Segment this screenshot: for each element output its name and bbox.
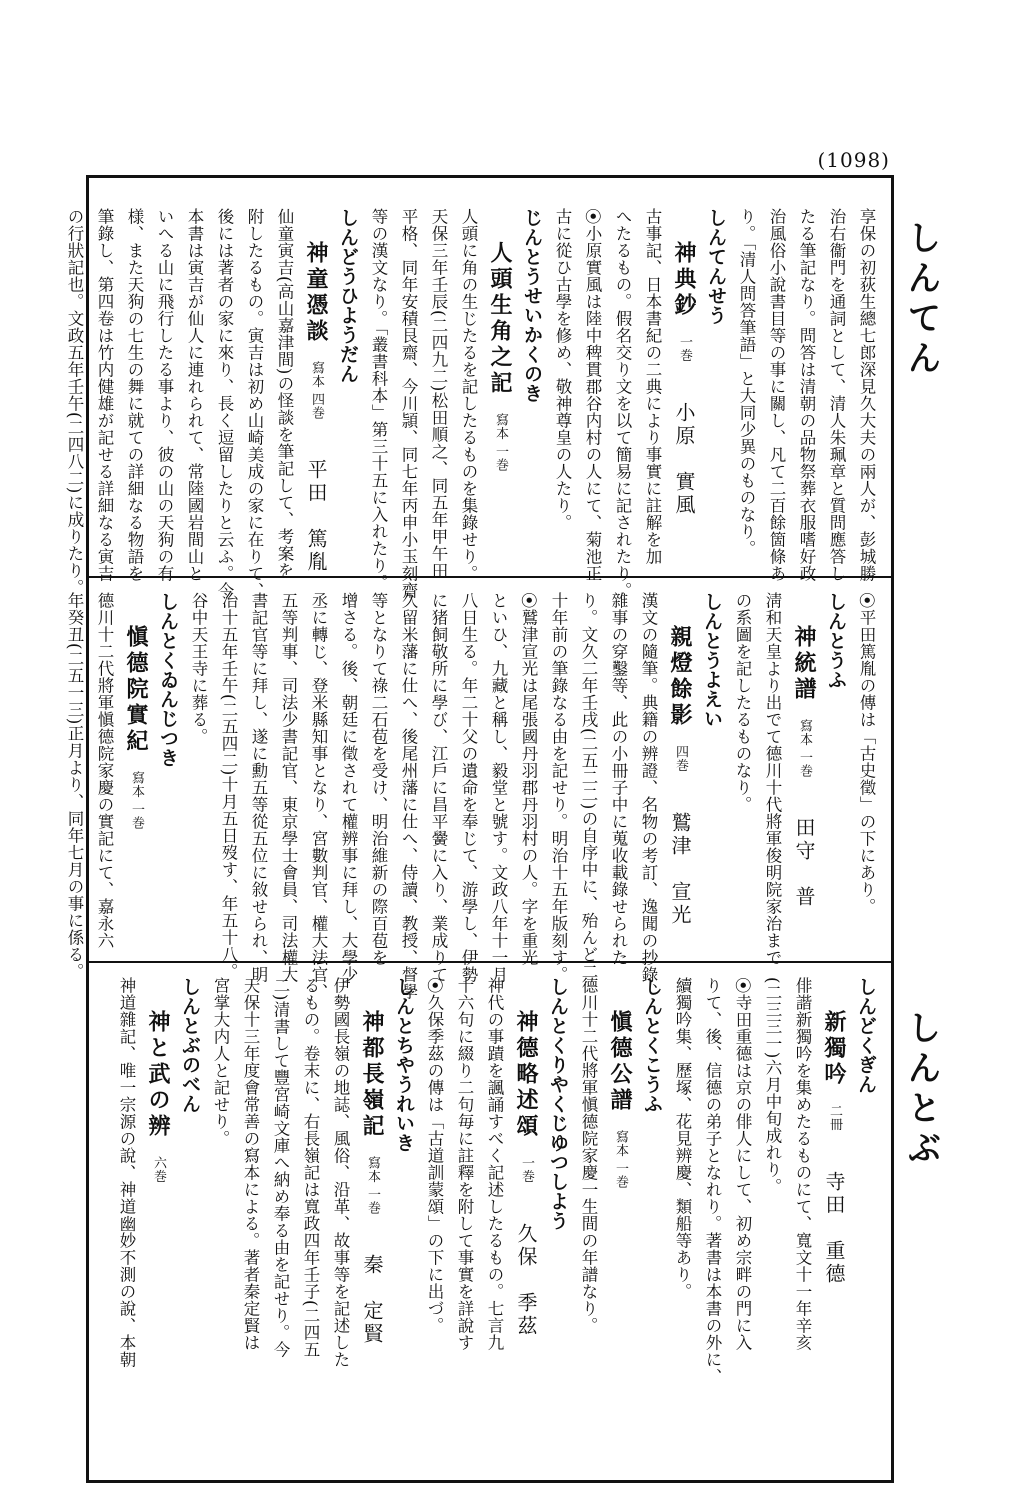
text-line: 德川十二代將軍愼德院家慶の實記にて、嘉永六 [95,592,114,949]
entry-author: 久保 季茲 [514,1222,538,1338]
text-line: 德川十二代將軍愼德院家慶一生間の年譜なり。 [579,977,598,1334]
entry-title: 神都長嶺記 [359,1010,385,1140]
entry-title: 愼德公譜 [607,1010,633,1114]
text-line: たる筆記なり。問答は清朝の品物祭葬衣服嗜好政 [797,208,816,582]
text-line: 增さる。後、朝廷に徵されて權辨事に拜し、大學少 [339,592,358,983]
entry-reading-heading: しんとうふ [825,592,847,690]
running-head-upper: しんてん [901,220,941,380]
text-line: 仙童寅吉(高山嘉津間)の怪談を筆記して、考案を [275,208,294,579]
text-line: 天保十三年度會常善の寫本による。著者秦定賢は [241,977,260,1351]
text-line: に猪飼敬所に學び、江戶に昌平黌に入り、業成りて [429,592,448,983]
entry-reading-heading: しんとぶのべん [179,977,201,1114]
text-line: 平格、同年安積艮齋、今川頴、同七年丙申小玉刻齋 [399,208,418,599]
entry-title: 人頭生角之記 [487,241,513,397]
text-line: 治風俗小說書目等の事に關し、凡て二百餘箇條あ [767,208,786,582]
entry-reading-heading: しんどくぎん [855,977,877,1094]
text-line: いへる山に飛行したる事より、彼の山の天狗の有 [155,208,174,582]
text-line: 續獨吟集、歷塚、花見辨慶、類船等あり。 [673,977,692,1300]
volume-count: 寫本 一巻 [613,1129,628,1189]
entry-title-line [663,592,697,951]
text-line: 附したるもの。寅吉は初め山崎美成の家に在りて、 [245,208,264,599]
text-line: へたるもの。假名交り文を以て簡易に記されたり。 [613,208,632,599]
entry-reading-heading: しんとくゐんじつき [157,592,179,768]
text-line: ⦿平田篤胤の傳は「古史徵」の下にあり。 [857,592,876,915]
entry-author: 田守 普 [792,817,816,910]
text-column-middle [65,592,881,1000]
entry-reading-heading: しんとくこうふ [641,977,663,1114]
text-line: 十年前の筆錄なる由を記せり。明治十五年版刻す。 [549,592,568,983]
entry-title: 神統譜 [791,625,817,703]
text-line: といひ、九藏と稱し、毅堂と號す。文政八年十一月 [489,592,508,983]
entry-title-line [603,977,637,1470]
entry-author: 寺田 重德 [822,1170,846,1286]
entry-title-line [141,977,175,1470]
tier-upper [65,178,891,599]
entry-title: 神童憑談 [303,241,329,345]
entry-author: 小原 實風 [672,401,696,517]
text-line: 等の漢文なり。「叢書科本」第三十五に入れたり。 [369,208,388,591]
text-line: るもの。卷末に、右長嶺記は寬政四年壬子(二四五 [301,977,320,1358]
text-line: ⦿久保季茲の傳は「古道訓蒙頌」の下に出づ。 [425,977,444,1334]
entry-title-line [483,208,517,566]
volume-count: 二冊 [827,1103,842,1131]
entry-title-line [787,592,821,951]
running-head-lower: しんとぶ [901,1010,941,1170]
entry-title-line [355,977,389,1470]
volume-count: 六巻 [151,1155,166,1183]
entry-author: 平田 篤胤 [304,459,328,575]
entry-title-line [119,592,153,951]
text-line: り。文久二年壬戌(二五二二)の自序中に、殆んど二 [579,592,598,980]
text-line: 本書は寅吉が仙人に連れられて、常陸國岩間山と [185,208,204,582]
entry-reading-heading: しんてんせう [705,208,727,325]
text-line: 様、また天狗の七生の舞に就ての詳細なる物語を [125,208,144,582]
entry-author: 鷲津 宣光 [668,811,692,927]
entry-title: 愼德院實紀 [123,625,149,755]
text-line: 天保三年壬辰(二四九二)松田順之、同五年甲午田 [429,208,448,579]
text-line: 宮掌大内人と記せり。 [211,977,230,1147]
entry-reading-heading: しんどうひようだん [337,208,359,384]
text-line: ⦿小原實風は陸中稗貫郡谷内村の人にて、菊池正 [583,208,602,582]
text-line: の行狀記也。文政五年壬午(二四八二)に成りたり。 [65,208,84,596]
text-line: 等となりて祿二石苞を受け、明治維新の際百苞を [369,592,388,966]
text-line: ⦿鷲津宣光は尾張國丹羽郡丹羽村の人。字を重光 [519,592,538,966]
entry-title: 新獨吟 [821,1010,847,1088]
tier-lower [89,963,891,1480]
tier-middle [65,578,891,1000]
text-line: 人頭に角の生じたるを記したるものを集錄せり。 [459,208,478,582]
text-line: 年癸丑(二五一三)正月より、同年七月の事に係る。 [65,592,84,980]
entry-reading-heading: しんとちやうれいき [393,977,415,1153]
entry-title-line [299,208,333,575]
text-line: 谷中天王寺に葬る。 [189,592,208,745]
entry-title: 親燈餘影 [667,625,693,729]
text-line: 伊勢國長嶺の地誌、風俗、沿革、故事等を記述した [331,977,350,1368]
text-line: (二三三一)六月中旬成れり。 [763,977,782,1195]
text-line: 二)清書して豐宮崎文庫へ納め奉る由を記せり。今 [271,977,290,1358]
text-line: 治右衞門を通詞として、清人朱珮章と質問應答し [827,208,846,582]
volume-count: 寫本 一巻 [129,770,144,830]
entry-title: 神典鈔 [671,241,697,319]
text-line: 神道雜記、唯一宗源の說、神道幽妙不測の說、本朝 [117,977,136,1368]
page-number: (1098) [817,148,890,172]
text-line: 五等判事、司法少書記官、東京學士會員、司法權大 [279,592,298,983]
volume-count: 寫本 四巻 [309,360,324,420]
entry-title-line [667,208,701,566]
text-line: 後には著者の家に來り、長く逗留したりと云ふ。今 [215,208,234,599]
entry-title: 神德略述頌 [513,1010,539,1140]
text-line: 神代の事蹟を諷誦すべく記述したるもの。七言九 [485,977,504,1351]
text-line: 古に從ひ古學を修め、敬神尊皇の人たり。 [553,208,572,531]
text-line: 治十五年壬午(二五四二)十月五日歿す、年五十八。 [219,592,238,980]
text-line: りて、後、信德の弟子となれり。著書は本書の外に、 [703,977,722,1385]
entry-reading-heading: しんとくりやくじゆつしよう [547,977,569,1231]
entry-author: 秦 定賢 [360,1254,384,1347]
text-line: 淸和天皇より出でて德川十代將軍俊明院家治まで [763,592,782,966]
text-line: 八日生る。年二十父の遺命を奉じて、游學し、伊勢 [459,592,478,983]
text-column-lower [99,977,881,1470]
text-column-upper [65,208,881,599]
entry-title-line [817,977,851,1470]
volume-count: 寫本 一巻 [493,412,508,472]
text-line: ⦿寺田重德は京の俳人にして、初め宗畔の門に入 [733,977,752,1351]
entry-reading-heading: じんとうせいかくのき [521,208,543,403]
volume-count: 寫本 一巻 [365,1155,380,1215]
content-frame [65,175,894,1483]
text-line: り。「清人問答筆語」と大同少異のものなり。 [737,208,756,557]
text-line: 筆錄し、第四卷は竹内健雄が記せる詳細なる寅吉 [95,208,114,582]
volume-count: 四巻 [673,744,688,772]
text-line: 十六句に綴り二句毎に註釋を附して事實を詳說す [455,977,474,1351]
text-line: 古事記、日本書紀の二典により事實に註解を加 [643,208,662,565]
volume-count: 寫本 一巻 [797,718,812,778]
volume-count: 一巻 [519,1155,534,1183]
text-line: 丞に轉じ、登米縣知事となり、宮數判官、權大法官、 [309,592,328,1000]
text-line: 雜事の穿鑿等、此の小冊子中に蒐收載錄せられた [609,592,628,966]
text-line: 久留米藩に仕へ、後尾州藩に仕へ、侍讀、教授、督學 [399,592,418,1000]
volume-count: 一巻 [677,334,692,362]
text-line: 漢文の隨筆。典籍の辨證、名物の考訂、逸聞の抄錄、 [639,592,658,1000]
text-line: の系圖を記したるものなり。 [733,592,752,813]
text-line: 俳諧新獨吟を集めたるものにて、寬文十一年辛亥 [793,977,812,1351]
entry-reading-heading: しんとうよえい [701,592,723,729]
entry-title-line [509,977,543,1470]
text-line: 享保の初荻生總七郎深見久大夫の兩人が、彭城勝 [857,208,876,582]
entry-title: 神と武の辨 [145,1010,171,1140]
text-line: 書記官等に拜し、遂に勳五等從五位に敘せられ、明 [249,592,268,983]
